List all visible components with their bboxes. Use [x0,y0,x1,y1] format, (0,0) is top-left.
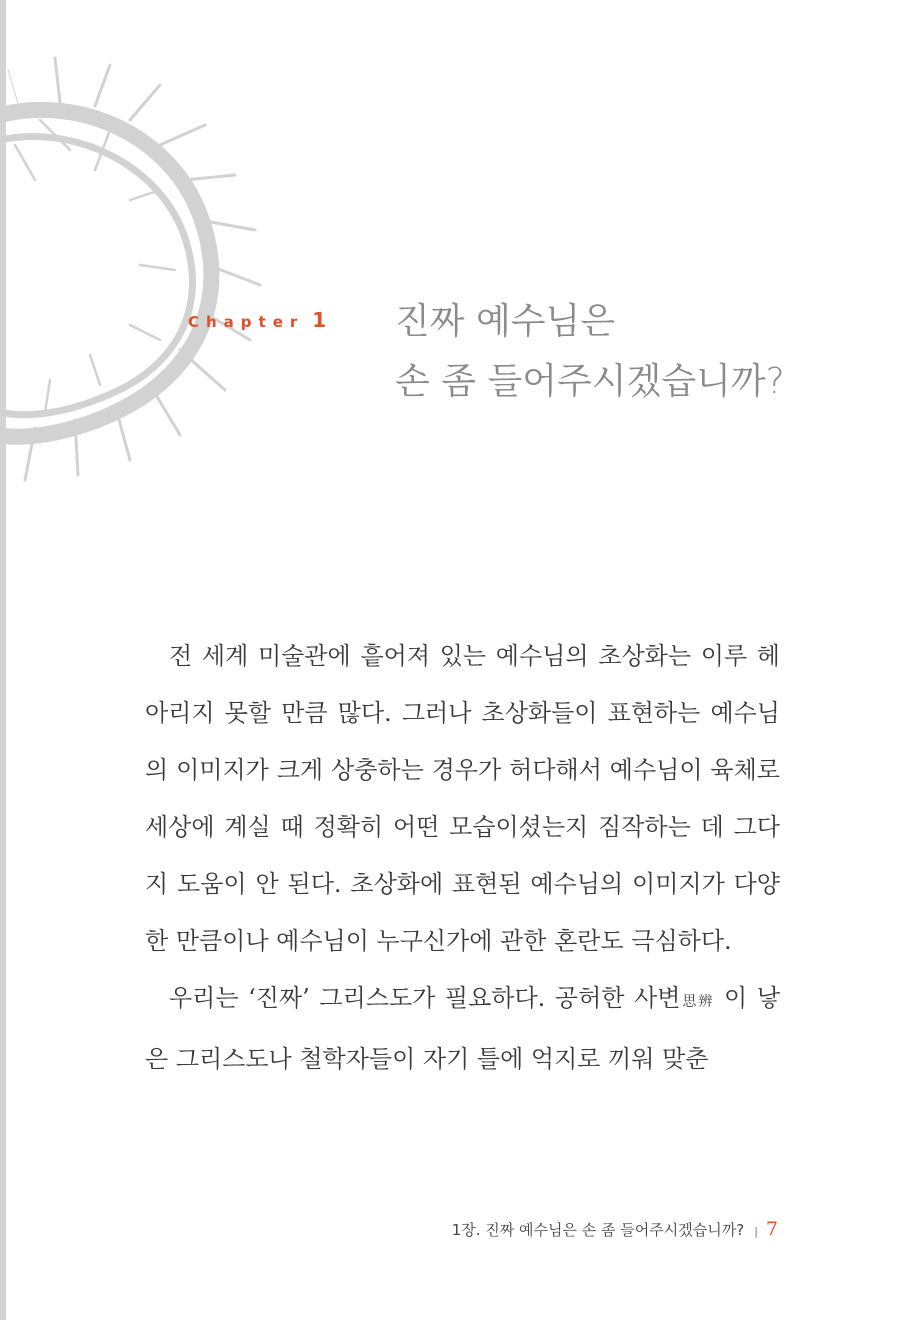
paragraph-2 [145,970,780,1088]
chapter-number: 1 [312,308,327,332]
chapter-title-line-1: 진짜 예수님은 [395,301,616,342]
paragraph-2-text-after: 이 낳은 그리스도나 철학자들이 자기 틀에 억지로 끼워 맞춘 [145,984,780,1073]
hanja-annotation: 思辨 [680,994,715,1010]
footer-separator: | [754,1225,758,1238]
crown-of-thorns-image [0,40,280,500]
body-text [145,628,780,1088]
chapter-title-line-2: 손 좀 들어주시겠습니까? [395,361,785,402]
page-number: 7 [765,1218,778,1240]
paragraph-1: 전 세계 미술관에 흩어져 있는 예수님의 초상화는 이루 헤아리지 못할 만큼 많다. 그러나 초상화들이 표현하는 예수님의 이미지가 크게 상충하는 경우가 허다해서 예수님이 육체로 세상에 계실 때 정확히 어떤 모습이셨는지 짐작하는 데 그다지 도움이 안 된다. 초상화에 표현된 예수님의 이미지가 다양한 만큼이나 예수님이 누구신가에 관한 혼란도 극심하다. [145,642,780,955]
chapter-word: Chapter [188,313,305,331]
page-footer [452,1218,778,1240]
chapter-label [188,308,326,332]
running-title: 1장. 진짜 예수님은 손 좀 들어주시겠습니까? [451,1221,745,1239]
chapter-title [395,292,785,412]
paragraph-2-text-before: 우리는 ‘진짜’ 그리스도가 필요하다. 공허한 사변 [169,984,681,1012]
